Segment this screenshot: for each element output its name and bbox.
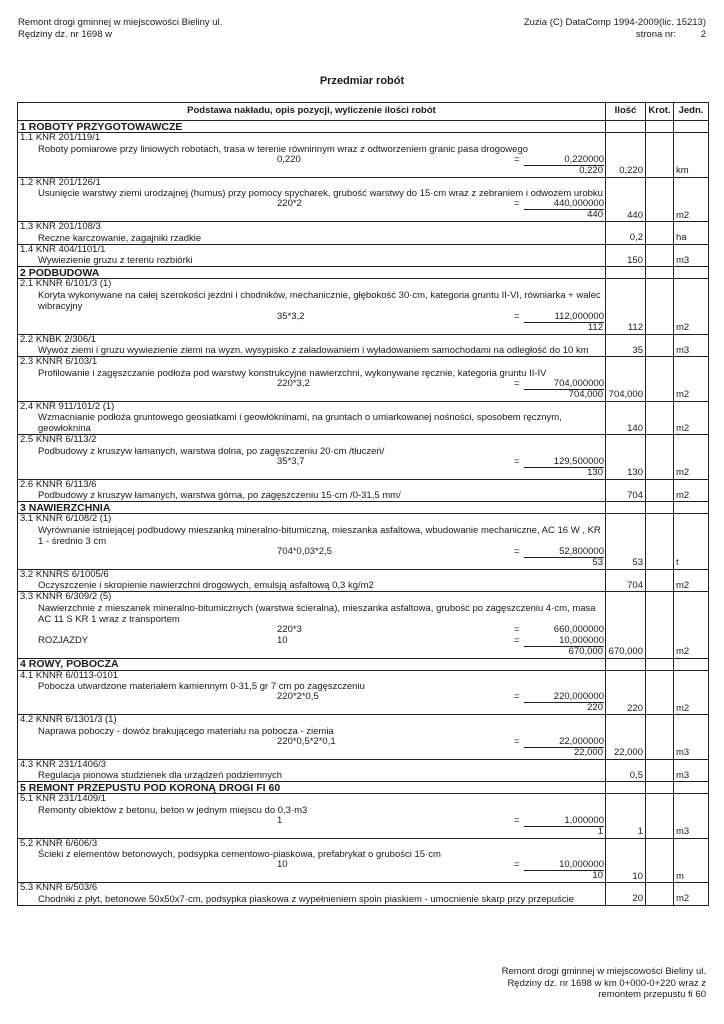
position-description: Podbudowy z kruszyw łamanych, warstwa górna, po zagęszczeniu 15·cm /0-31,5 mm/ bbox=[38, 490, 401, 501]
multiplier-cell bbox=[646, 244, 674, 267]
position-cell bbox=[18, 479, 606, 502]
section-empty-cell bbox=[606, 658, 646, 670]
unit-cell: m3 bbox=[674, 244, 709, 267]
position-code: 5.3 KNNR 6/503/6 bbox=[20, 882, 98, 893]
position-cell bbox=[18, 244, 606, 267]
calc-expression: 704*0,03*2,5 bbox=[277, 545, 332, 557]
quantity-cell: 10 bbox=[606, 838, 646, 883]
multiplier-cell bbox=[646, 715, 674, 760]
position-code: 3.1 KNNR 6/108/2 (1) bbox=[20, 513, 112, 524]
unit-cell: t bbox=[674, 514, 709, 570]
unit-cell: ha bbox=[674, 222, 709, 245]
unit-cell: m2 bbox=[674, 592, 709, 659]
position-code: 1.3 KNR 201/108/3 bbox=[20, 221, 101, 232]
calc-line bbox=[20, 816, 603, 827]
calc-sum: 130 bbox=[587, 466, 603, 478]
calc-value: 10,000000 bbox=[524, 860, 604, 871]
calc-value: 112,000000 bbox=[524, 312, 604, 323]
unit-cell: m2 bbox=[674, 569, 709, 592]
position-description: Ścieki z elementów betonowych, podsypka cementowo-piaskowa, prefabrykat o grubości 15·cm bbox=[38, 849, 441, 860]
col-header-desc: Podstawa nakładu, opis pozycji, wyliczenie ilości robót bbox=[18, 103, 606, 121]
position-code: 2.6 KNNR 6/113/6 bbox=[20, 478, 97, 490]
calc-expression: 10 bbox=[277, 634, 288, 646]
multiplier-cell bbox=[646, 357, 674, 402]
calc-sum: 10 bbox=[592, 870, 603, 881]
quantity-cell: 130 bbox=[606, 435, 646, 480]
position-cell bbox=[18, 838, 606, 883]
unit-cell: m2 bbox=[674, 279, 709, 335]
calc-value: 0,220000 bbox=[524, 155, 604, 166]
position-code: 2.2 KNBK 2/306/1 bbox=[20, 333, 97, 345]
position-cell bbox=[18, 401, 606, 435]
table-row bbox=[18, 514, 709, 570]
section-empty-cell bbox=[674, 121, 709, 133]
calc-sum: 220 bbox=[587, 702, 603, 713]
table-row bbox=[18, 244, 709, 267]
calc-expression: 220*2 bbox=[277, 198, 302, 209]
quantity-cell: 112 bbox=[606, 279, 646, 335]
quantity-cell: 20 bbox=[606, 883, 646, 906]
calc-expression: 1 bbox=[277, 814, 283, 826]
unit-cell: m2 bbox=[674, 177, 709, 222]
position-description: Naprawa poboczy - dowóz brakującego materiału na pobocza - ziemia bbox=[38, 725, 334, 737]
position-cell bbox=[18, 222, 606, 245]
calc-expression: 220*3,2 bbox=[277, 377, 310, 389]
section-row bbox=[18, 502, 709, 514]
section-title: 1 ROBOTY PRZYGOTOWAWCZE bbox=[18, 121, 606, 133]
section-row bbox=[18, 121, 709, 133]
position-code: 2.5 KNNR 6/113/2 bbox=[20, 434, 97, 445]
calc-expression: 0,220 bbox=[277, 153, 301, 165]
table-row bbox=[18, 279, 709, 335]
position-code: 2.3 KNNR 6/103/1 bbox=[20, 356, 98, 367]
calc-line bbox=[20, 737, 603, 748]
calc-equals: = bbox=[514, 691, 520, 702]
table-row bbox=[18, 715, 709, 760]
multiplier-cell bbox=[646, 334, 674, 357]
multiplier-cell bbox=[646, 838, 674, 883]
quantity-cell: 22,000 bbox=[606, 715, 646, 760]
multiplier-cell bbox=[646, 759, 674, 782]
calc-sum: 0,220 bbox=[579, 164, 603, 176]
footer-line3: remontem przepustu fi 60 bbox=[598, 989, 706, 1000]
unit-cell: m bbox=[674, 838, 709, 883]
position-code: 2.1 KNNR 6/101/3 (1) bbox=[20, 278, 112, 289]
col-header-ilosc: Ilość bbox=[606, 103, 646, 121]
calc-expression: 220*0,5*2*0,1 bbox=[277, 735, 336, 747]
footer-line2: Rędziny dz. nr 1698 w km 0+000-0+220 wraz z bbox=[507, 977, 706, 989]
calc-line bbox=[20, 625, 603, 636]
table-row bbox=[18, 334, 709, 357]
position-code: 1.1 KNR 201/119/1 bbox=[20, 132, 101, 143]
calc-value: 1,000000 bbox=[524, 816, 604, 827]
calc-line bbox=[20, 860, 603, 871]
section-title: 2 PODBUDOWA bbox=[18, 267, 606, 279]
quantity-cell: 704,000 bbox=[606, 357, 646, 402]
table-row bbox=[18, 401, 709, 435]
calc-sum: 704,000 bbox=[568, 388, 603, 400]
quantity-cell: 35 bbox=[606, 334, 646, 357]
section-empty-cell bbox=[606, 782, 646, 794]
unit-cell: m2 bbox=[674, 670, 709, 715]
header-software: Zuzia (C) DataComp 1994-2009(lic. 15213) bbox=[523, 17, 706, 28]
unit-cell: km bbox=[674, 133, 709, 178]
calc-expression: 220*2*0,5 bbox=[277, 691, 319, 702]
quantity-cell: 0,220 bbox=[606, 133, 646, 178]
section-empty-cell bbox=[646, 658, 674, 670]
calc-line bbox=[20, 379, 603, 390]
table-row bbox=[18, 177, 709, 222]
table-row bbox=[18, 670, 709, 715]
position-description: Usunięcie warstwy ziemi urodzajnej (humus) przy pomocy spycharek, grubość warstwy do 15·cm wraz z zebraniem i odwozem urobku bbox=[38, 188, 603, 199]
section-title: 3 NAWIERZCHNIA bbox=[18, 502, 606, 514]
position-code: 2.4 KNR 911/101/2 (1) bbox=[20, 400, 115, 412]
position-description: Roboty pomiarowe przy liniowych robotach, trasa w terenie równinnym wraz z odtworzeniem granic pasa drogowego bbox=[38, 143, 529, 155]
calc-sum: 670,000 bbox=[568, 645, 603, 657]
position-code: 1.4 KNR 404/1101/1 bbox=[20, 243, 106, 255]
page-label: strona nr: bbox=[635, 29, 676, 40]
position-description: Regulacja pionowa studzienek dla urządzeń podziemnych bbox=[38, 770, 282, 781]
unit-cell: m3 bbox=[674, 715, 709, 760]
table-row bbox=[18, 133, 709, 178]
multiplier-cell bbox=[646, 670, 674, 715]
quantity-cell: 0,5 bbox=[606, 759, 646, 782]
position-code: 4.3 KNR 231/1406/3 bbox=[20, 758, 107, 770]
col-header-jedn: Jedn. bbox=[674, 103, 709, 121]
position-description: Podbudowy z kruszyw łamanych, warstwa dolna, po zagęszczeniu 20·cm /tłuczeń/ bbox=[38, 445, 385, 457]
section-row bbox=[18, 782, 709, 794]
position-description: Oczyszczenie i skropienie nawierzchni drogowych, emulsją asfaltową 0,3 kg/m2 bbox=[38, 580, 374, 591]
position-code: 4.1 KNNR 6/0113-0101 bbox=[20, 669, 119, 681]
section-empty-cell bbox=[606, 502, 646, 514]
header-left bbox=[18, 17, 222, 41]
section-row bbox=[18, 658, 709, 670]
table-row bbox=[18, 222, 709, 245]
table-row bbox=[18, 479, 709, 502]
calc-line bbox=[20, 457, 603, 468]
unit-cell: m3 bbox=[674, 759, 709, 782]
calc-sum: 112 bbox=[587, 321, 603, 333]
position-description: Pobocza utwardzone materiałem kamiennym 0-31,5 gr 7 cm po zagęszczeniu bbox=[38, 681, 365, 692]
calc-line bbox=[20, 155, 603, 166]
position-code: 4.2 KNNR 6/1301/3 (1) bbox=[20, 714, 117, 725]
calc-value: 52,800000 bbox=[524, 547, 604, 558]
position-cell bbox=[18, 334, 606, 357]
page-title: Przedmiar robót bbox=[319, 75, 405, 87]
page-number: 2 bbox=[700, 29, 706, 40]
table-body bbox=[18, 121, 709, 906]
quantity-cell: 670,000 bbox=[606, 592, 646, 659]
calc-sum: 440 bbox=[587, 209, 603, 220]
position-code: 5.1 KNR 231/1409/1 bbox=[20, 793, 107, 804]
position-description: Wywiezienie gruzu z terenu rozbiórki bbox=[38, 255, 193, 266]
calc-sum: 1 bbox=[597, 825, 603, 837]
section-empty-cell bbox=[674, 658, 709, 670]
position-description: Wzmacnianie podłoża gruntowego geosiatkami i geowłókninami, na gruntach o umiarkowanej nośności, sposobem ręcznym, geowłoknina bbox=[38, 412, 562, 434]
calc-equals: = bbox=[514, 153, 520, 165]
calc-value: 129,500000 bbox=[524, 457, 604, 468]
multiplier-cell bbox=[646, 222, 674, 245]
quantity-cell: 140 bbox=[606, 401, 646, 435]
table-row bbox=[18, 838, 709, 883]
position-cell bbox=[18, 279, 606, 335]
calc-line bbox=[20, 547, 603, 558]
position-description: Wywóz ziemi i gruzu wywiezienie ziemi na wyzn. wysypisko z załadowaniem i wyładowaniem samochodami na odległość do 10 km bbox=[38, 345, 589, 356]
calc-value: 220,000000 bbox=[524, 692, 604, 703]
position-cell bbox=[18, 715, 606, 760]
position-cell bbox=[18, 883, 606, 906]
unit-cell: m3 bbox=[674, 334, 709, 357]
unit-cell: m2 bbox=[674, 357, 709, 402]
table-row bbox=[18, 883, 709, 906]
calc-equals: = bbox=[514, 377, 520, 389]
footer bbox=[502, 966, 706, 1001]
quantity-cell: 220 bbox=[606, 670, 646, 715]
multiplier-cell bbox=[646, 569, 674, 592]
calc-expression: 220*3 bbox=[277, 623, 302, 635]
multiplier-cell bbox=[646, 177, 674, 222]
calc-equals: = bbox=[514, 859, 520, 870]
position-cell bbox=[18, 133, 606, 178]
calc-value: 660,000000 bbox=[553, 623, 604, 635]
position-description: Wyrównanie istniejącej podbudowy mieszanką mineralno-bitumiczną, mieszanka asfaltowa, wbudowanie mechaniczne, AC 16 W , KR 1 - średnio 3 cm bbox=[38, 524, 601, 547]
table-row bbox=[18, 435, 709, 480]
calc-value: 10,000000 bbox=[524, 636, 604, 647]
unit-cell: m2 bbox=[674, 883, 709, 906]
position-cell bbox=[18, 177, 606, 222]
calc-expression: 35*3,7 bbox=[277, 455, 305, 467]
table-row bbox=[18, 357, 709, 402]
quantity-cell: 53 bbox=[606, 514, 646, 570]
position-cell bbox=[18, 569, 606, 592]
position-code: 3.3 KNNR 6/309/2 (5) bbox=[20, 591, 112, 602]
multiplier-cell bbox=[646, 435, 674, 480]
header-project-line1: Remont drogi gminnej w miejscowości Bieliny ul. bbox=[18, 17, 223, 28]
quantity-cell: 704 bbox=[606, 569, 646, 592]
position-description: Profilowanie i zagęszczanie podłoża pod warstwy konstrukcyjne nawierzchni, wykonywane ręcznie, kategoria gruntu II-IV bbox=[38, 367, 547, 379]
table-row bbox=[18, 592, 709, 659]
calc-equals: = bbox=[514, 634, 520, 646]
quantity-cell: 704 bbox=[606, 479, 646, 502]
unit-cell: m2 bbox=[674, 435, 709, 480]
position-description: Chodniki z płyt, betonowe 50x50x7·cm, podsypka piaskowa z wypełnieniem spoin piaskiem - umocnienie skarp przy przepuście bbox=[38, 893, 574, 905]
section-empty-cell bbox=[606, 267, 646, 279]
unit-cell: m2 bbox=[674, 401, 709, 435]
section-empty-cell bbox=[646, 782, 674, 794]
unit-cell: m2 bbox=[674, 479, 709, 502]
calc-expression: 10 bbox=[277, 859, 288, 870]
position-description: Remonty obiektów z betonu, beton w jednym miejscu do 0,3·m3 bbox=[38, 804, 308, 816]
calc-line bbox=[20, 199, 603, 210]
calc-equals: = bbox=[514, 198, 520, 209]
section-empty-cell bbox=[674, 267, 709, 279]
section-empty-cell bbox=[606, 121, 646, 133]
calc-line bbox=[20, 692, 603, 703]
position-code: 1.2 KNR 201/126/1 bbox=[20, 176, 101, 188]
table-header-row bbox=[18, 103, 709, 121]
header-project-line2: Rędziny dz. nr 1698 w bbox=[18, 29, 112, 40]
multiplier-cell bbox=[646, 794, 674, 839]
calc-label: ROZJAZDY bbox=[38, 634, 89, 646]
table-row bbox=[18, 759, 709, 782]
position-cell bbox=[18, 514, 606, 570]
position-cell bbox=[18, 357, 606, 402]
position-description: Reczne karczowanie, zagajniki rzadkie bbox=[38, 232, 202, 244]
multiplier-cell bbox=[646, 133, 674, 178]
section-empty-cell bbox=[646, 267, 674, 279]
cost-table bbox=[17, 102, 709, 906]
position-cell bbox=[18, 794, 606, 839]
position-code: 5.2 KNNR 6/606/3 bbox=[20, 837, 98, 849]
unit-cell: m3 bbox=[674, 794, 709, 839]
position-cell bbox=[18, 759, 606, 782]
calc-value: 22,000000 bbox=[524, 737, 604, 748]
section-empty-cell bbox=[674, 782, 709, 794]
multiplier-cell bbox=[646, 479, 674, 502]
calc-value: 704,000000 bbox=[524, 379, 604, 390]
quantity-cell: 0,2 bbox=[606, 222, 646, 245]
calc-equals: = bbox=[514, 455, 520, 467]
calc-sum: 22,000 bbox=[573, 746, 603, 758]
multiplier-cell bbox=[646, 514, 674, 570]
calc-line bbox=[20, 312, 603, 323]
position-cell bbox=[18, 670, 606, 715]
table-row bbox=[18, 569, 709, 592]
section-empty-cell bbox=[674, 502, 709, 514]
position-cell bbox=[18, 435, 606, 480]
multiplier-cell bbox=[646, 592, 674, 659]
position-code: 3.2 KNNRS 6/1005/6 bbox=[20, 568, 109, 580]
section-empty-cell bbox=[646, 502, 674, 514]
calc-expression: 35*3,2 bbox=[277, 310, 305, 322]
quantity-cell: 1 bbox=[606, 794, 646, 839]
col-header-krot: Krot. bbox=[646, 103, 674, 121]
position-description: Nawierzchnie z mieszanek mineralno-bitumicznych (warstwa ścieralna), mieszanka asfaltowa, grubość po zagęszczeniu 4·cm, masa AC 11 S KR 1 wraz z transportem bbox=[38, 602, 596, 625]
multiplier-cell bbox=[646, 401, 674, 435]
calc-equals: = bbox=[514, 735, 520, 747]
quantity-cell: 150 bbox=[606, 244, 646, 267]
section-title: 5 REMONT PRZEPUSTU POD KORONĄ DROGI FI 60 bbox=[18, 782, 606, 794]
section-row bbox=[18, 267, 709, 279]
calc-value: 440,000000 bbox=[524, 199, 604, 210]
calc-equals: = bbox=[514, 814, 520, 826]
calc-equals: = bbox=[514, 545, 520, 557]
multiplier-cell bbox=[646, 279, 674, 335]
calc-line bbox=[20, 636, 603, 647]
quantity-cell: 440 bbox=[606, 177, 646, 222]
multiplier-cell bbox=[646, 883, 674, 906]
calc-equals: = bbox=[514, 310, 520, 322]
calc-sum: 53 bbox=[592, 556, 603, 568]
table-row bbox=[18, 794, 709, 839]
position-description: Koryta wykonywane na całej szerokości jezdni i chodników, mechanicznie, głębokość 30·cm, kategoria gruntu II-VI, równiarka + walec wibracyjny bbox=[38, 289, 601, 312]
position-cell bbox=[18, 592, 606, 659]
section-empty-cell bbox=[646, 121, 674, 133]
header-right bbox=[524, 17, 706, 41]
calc-equals: = bbox=[514, 623, 520, 635]
footer-line1: Remont drogi gminnej w miejscowości Bieliny ul. bbox=[501, 966, 706, 977]
section-title: 4 ROWY, POBOCZA bbox=[18, 658, 606, 670]
